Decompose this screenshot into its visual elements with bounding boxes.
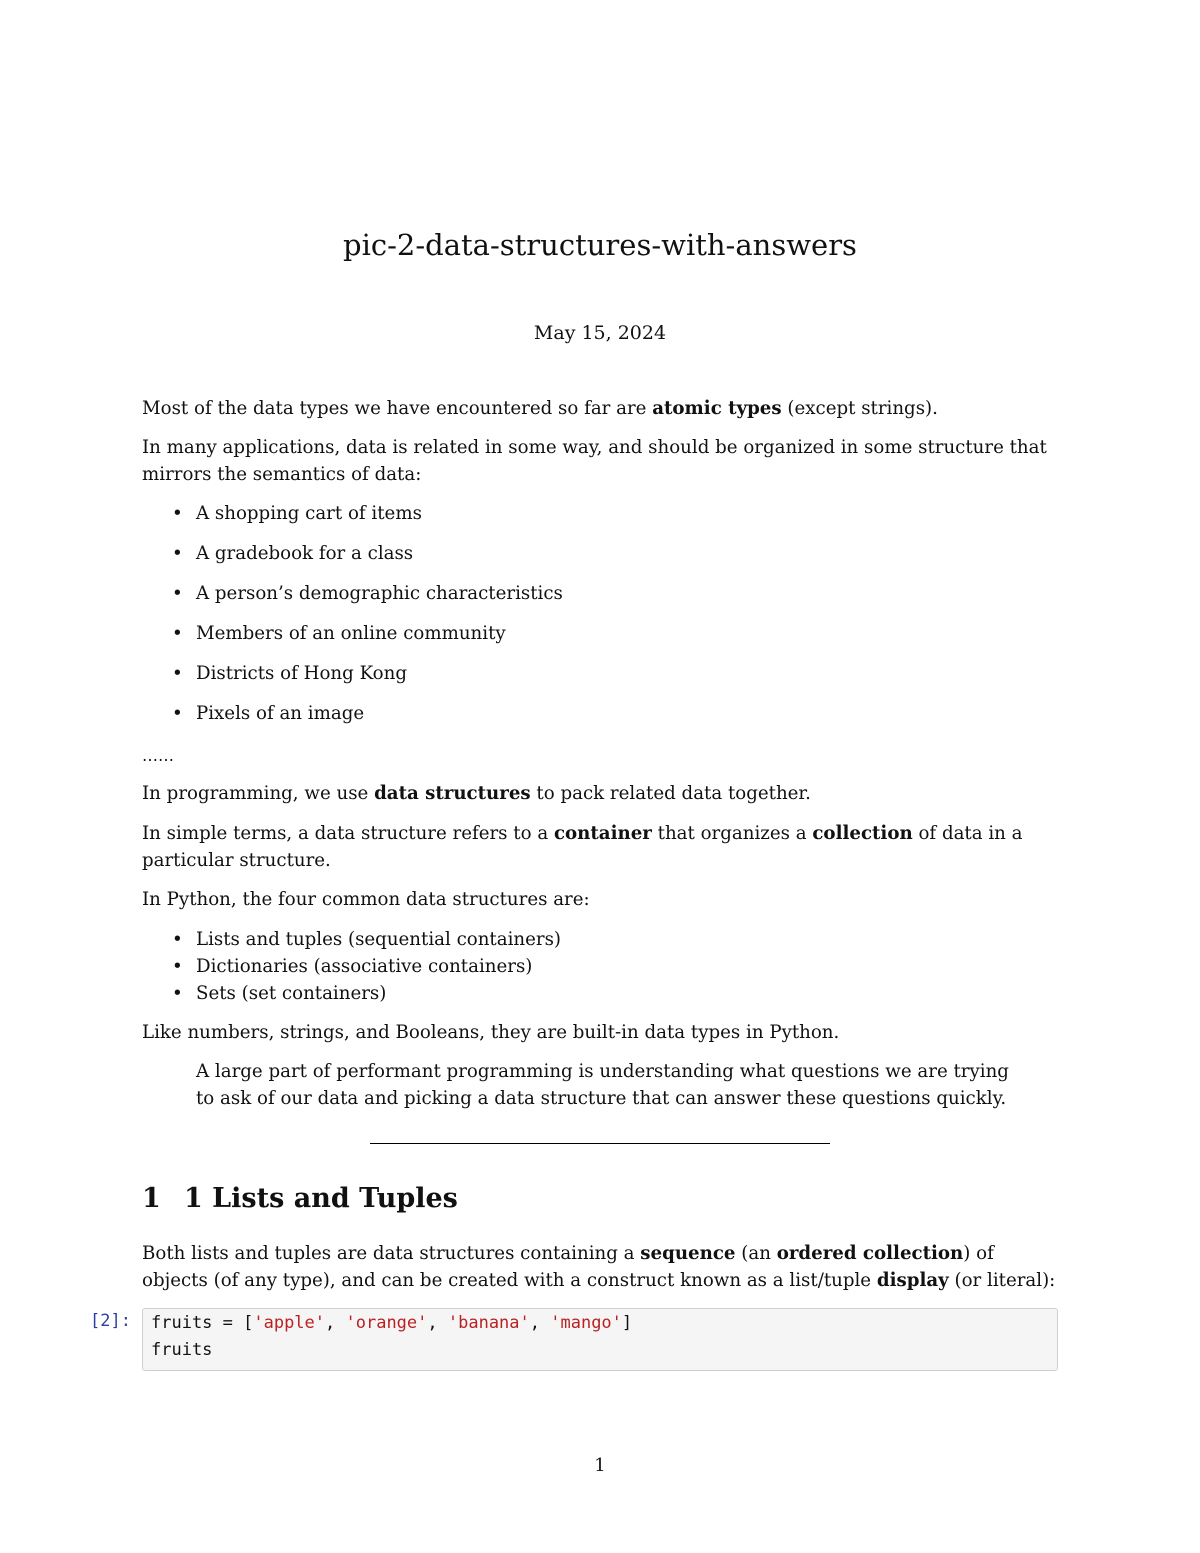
atomic-types-term: atomic types [652, 398, 782, 419]
intro-paragraph-1: Most of the data types we have encountered so far are atomic types (except strings). [142, 398, 938, 419]
ellipsis-text: …… [142, 746, 174, 765]
paragraph-four-structures: In Python, the four common data structures are: [142, 889, 590, 910]
document-date: May 15, 2024 [533, 322, 667, 344]
horizontal-rule [370, 1143, 830, 1144]
paragraph-data-structures: In programming, we use data structures to pack related data together. [142, 783, 811, 804]
cell-prompt: [2]: [90, 1311, 131, 1331]
paragraph-builtin: Like numbers, strings, and Booleans, they are built-in data types in Python. [142, 1022, 840, 1043]
document-title: pic-2-data-structures-with-answers [343, 228, 857, 262]
list-item: • Districts of Hong Kong [142, 660, 1060, 687]
examples-list [142, 500, 1060, 740]
list-item: • Members of an online community [142, 620, 1060, 647]
list-item: • Sets (set containers) [142, 980, 1060, 1007]
list-item: • Dictionaries (associative containers) [142, 953, 1060, 980]
section-heading: 1 1 Lists and Tuples [142, 1183, 458, 1214]
code-line-1: fruits = ['apple', 'orange', 'banana', 'mango'] [151, 1313, 633, 1333]
paragraph-lists-tuples: Both lists and tuples are data structures containing a sequence (an ordered collection) of objects (of any type), and can be created with a construct known as a list/tuple display (or literal): [142, 1243, 1056, 1291]
structures-list [142, 926, 1060, 1007]
page-number: 1 [594, 1455, 606, 1476]
list-item: • Lists and tuples (sequential containers) [142, 926, 1060, 953]
blockquote: A large part of performant programming is understanding what questions we are trying to ask of our data and picking a data structure that can answer these questions quickly. [196, 1061, 1009, 1109]
code-cell[interactable] [142, 1308, 1058, 1371]
list-item: • A shopping cart of items [142, 500, 1060, 527]
code-line-2: fruits [151, 1340, 213, 1360]
paragraph-container: In simple terms, a data structure refers to a container that organizes a collection of data in a particular structure. [142, 823, 1023, 871]
list-item: • A person’s demographic characteristics [142, 580, 1060, 607]
list-item: • A gradebook for a class [142, 540, 1060, 567]
list-item: • Pixels of an image [142, 700, 1060, 727]
intro-paragraph-2: In many applications, data is related in some way, and should be organized in some structure that mirrors the semantics of data: [142, 437, 1047, 485]
